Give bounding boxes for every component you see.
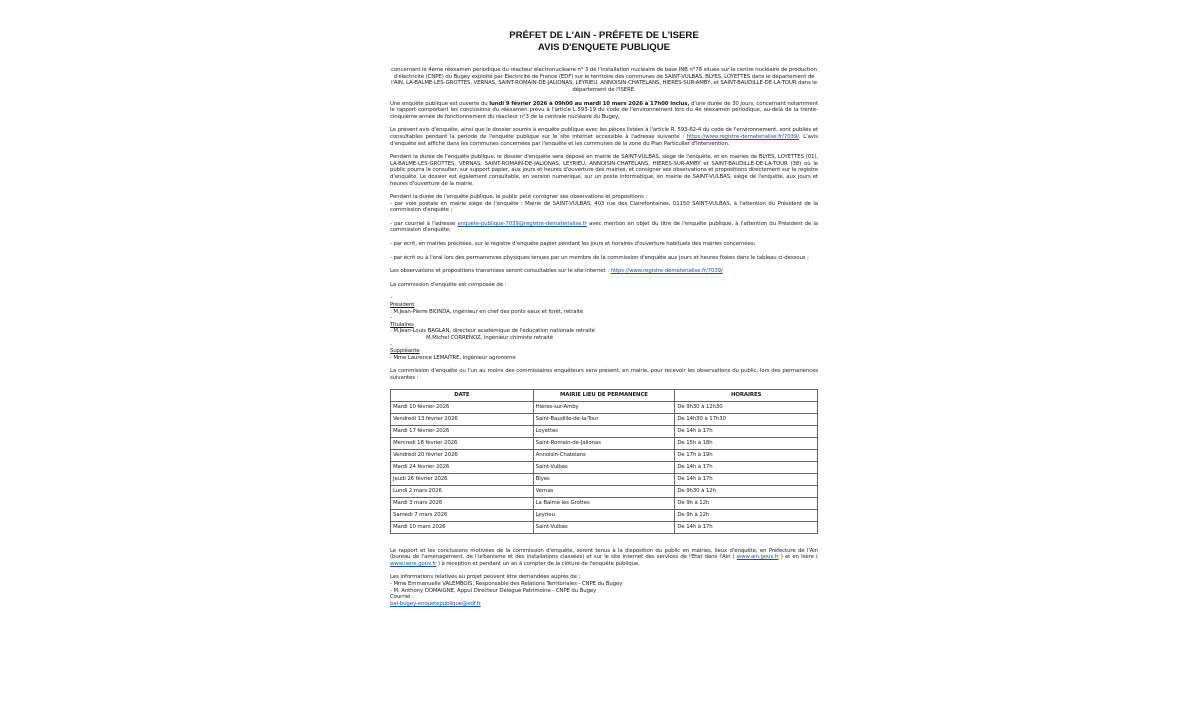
header-horaires: HORAIRES (675, 389, 818, 401)
contact-domaigne: - M. Anthony DOMAIGNE, Appui Directeur Délégué Patrimoine - CNPE du Bugey (390, 587, 597, 594)
table-row: Mardi 10 mars 2026 Saint-Vulbas De 14h à 17h (391, 521, 818, 533)
header-date: DATE (391, 389, 534, 401)
oral-observations-paragraph: - par écrit ou à l'oral lors des permanences physiques tenues par un membre de la commission d'enquête aux jours et heures fixées dans le tableau ci-dessous ; (390, 254, 809, 261)
suppleante-line: - Suppléante : Mme Laurence LEMAITRE, ingénieur agronome (390, 341, 516, 361)
table-row: Vendredi 20 février 2026 Annoisin-Chatelans De 17h à 19h (391, 449, 818, 461)
commission-members (390, 295, 818, 361)
table-row: Samedi 7 mars 2026 Leyrieu De 9h à 12h (391, 509, 818, 521)
table-row: Mardi 10 février 2026 Hières-sur-Amby De 9h30 à 12h30 (391, 401, 818, 413)
title-line-avis: AVIS D'ENQUETE PUBLIQUE (537, 41, 671, 53)
enquete-email-link[interactable]: enquete-publique-7039@registre-dematerialise.fr (457, 220, 587, 227)
table-row: Mardi 24 février 2026 Saint-Vulbas De 14h à 17h (391, 461, 818, 473)
email-observations-paragraph: - par courriel à l'adresse enquete-publique-7039@registre-dematerialise.fr avec mention en objet du titre de l'enquête publique, à l'attention du Président de la commission d'enquête; (390, 220, 818, 234)
inquiry-dates-paragraph: Une enquête publique est ouverte du lundi 9 février 2026 à 09h00 au mardi 10 mars 2026 à 17h00 inclus, d'une durée de 30 jours, concernant notamment le rapport comportant les conclusions du réexamen prévu à l'article L.593-19 du code de l'environnement lors du 4e réexamen périodique, au-delà de la trente-cinquième année de fonctionnement du réacteur n°3 de la centrale nucléaire du Bugey. (390, 100, 818, 120)
table-row: Mardi 17 février 2026 Loyettes De 14h à 17h (391, 425, 818, 437)
header-mairie: MAIRIE LIEU DE PERMANENCE (533, 389, 675, 401)
dossier-availability-paragraph: Le présent avis d'enquête, ainsi que le dossier soumis à enquête publique avec les pièces listées à l'article R. 593-62-4 du code de l'environnement, sont publiés et consultables pendant la période de l'enquête publique sur le site internet accessible à l'adresse suivante : https://www.registre-dematerialise.fr/7039/. L'avis d'enquête est affiché dans les communes concernées par l'enquête et les communes de la zone du Plan Particulier d'Intervention. (390, 127, 818, 147)
table-row: Lundi 2 mars 2026 Vernas De 9h30 à 12h (391, 485, 818, 497)
table-row: Mercredi 18 février 2026 Saint-Romain-de-Jalionas De 15h à 18h (391, 437, 818, 449)
registre-link[interactable]: https://www.registre-dematerialise.fr/7039/ (686, 133, 799, 140)
courriel-link[interactable]: bal-bugey-enquetepublique@edf.fr (390, 600, 481, 607)
intro-paragraph: concernant le 4ème réexamen périodique du réacteur électronucléaire n° 3 de l'installation nucléaire de base INB n°78 située sur le centre nucléaire de production d'électricité (CNPE) du Bugey exploité par Electricité de France (EDF) sur le territoire des communes de SAINT-VULBAS, BLYES, LOYETTES dans le département de l'AIN, LA-BALME-LES-GROTTES, VERNAS, SAINT-ROMAIN-DE-JALIONAS, LEYRIEU, ANNOISIN-CHATELANS, HIERES-SUR-AMBY, et SAINT-BAUDILLE-DE-LA-TOUR dans le département de l'ISERE. (391, 67, 817, 93)
consultable-observations-paragraph: Les observations et propositions transmises seront consultables sur le site internet : https://www.registre-dematerialise.fr/7039/ (390, 268, 723, 275)
permanences-intro: La commission d'enquête ou l'un au moins des commissaires enquêteurs sera présent, en mairie, pour recevoir les observations du public, lors des permanences suivantes : (390, 368, 818, 381)
notice-page (390, 30, 818, 614)
dossier-deposit-paragraph: Pendant la durée de l'enquête publique, le dossier d'enquête sera déposé en mairie de SAINT-VULBAS, siège de l'enquête, et en mairies de BLYES, LOYETTES (01), LA-BALME-LES-GROTTES, VERNAS, SAINT-ROMAIN-DE-JALIONAS, LEYRIEU, ANNOISIN-CHATELANS, HIERES-SUR-AMBY et SAINT-BAUDILLE-DE-LA-TOUR (38) où le public pourra le consulter, sur support papier, aux jours et heures d'ouverture des mairies, et consigner ses observations et propositions directement sur le registre d'enquête. Le dossier est également consultable, en version numérique, sur un poste informatique, en mairie de SAINT-VULBAS, siège de l'enquête, aux jours et heures d'ouverture de la mairie. (390, 154, 818, 187)
notice-title (390, 30, 818, 53)
table-row: Vendredi 13 février 2026 Saint-Baudille-de-la-Tour De 14h30 à 17h30 (391, 413, 818, 425)
titulaire-line-1: - Titulaires : M.Jean-Louis BAGLAN, directeur académique de l'éducation nationale retraité (390, 315, 595, 335)
table-row: Jeudi 26 février 2026 Blyes De 14h à 17h (391, 473, 818, 485)
commission-intro: La commission d'enquête est composée de : (390, 281, 507, 288)
table-row: Mardi 3 mars 2026 La Balme les Grottes De 9h à 12h (391, 497, 818, 509)
permanences-table (390, 389, 818, 534)
contact-valembois: - Mme Emmanuelle VALEMBOIS, Responsable des Relations Territoriales - CNPE du Bugey (390, 580, 623, 587)
title-line-prefect: PRÉFET DE L'AIN - PRÉFETE DE L'ISERE (509, 30, 699, 41)
ain-gouv-link[interactable]: www.ain.gouv.fr (736, 554, 779, 561)
president-line: - Président : M.Jean-Pierre BIONDA, ingénieur en chef des ponts eaux et forêt, retraité (390, 295, 584, 315)
contacts-block: Les informations relatives au projet peuvent être demandées auprès de : - Mme Emmanuelle VALEMBOIS, Responsable des Relations Territoriales - CNPE du Bugey - M. Anthony DOMAIGNE, Appui Directeur Délégué Patrimoine - CNPE du Bugey Courriel : bal-bugey-enquetepublique@edf.fr (390, 574, 818, 607)
registre-link-2[interactable]: https://www.registre-dematerialise.fr/7039/ (610, 268, 723, 275)
isere-gouv-link[interactable]: www.isere.gouv.fr (390, 560, 437, 567)
titulaire-line-2: M.Michel CORRENOZ, ingénieur chimiste retraité (426, 335, 553, 341)
observations-intro-paragraph: Pendant la durée de l'enquête publique, le public peut consigner ses observations et propositions : - par voie postale en mairie siège de l'enquête : Mairie de SAINT-VULBAS, 403 rue des Clairefontaines, 01150 SAINT-VULBAS, à l'attention du Président de la commission d'enquête ; (390, 194, 818, 214)
table-header-row (391, 389, 818, 401)
inquiry-dates: lundi 9 février 2026 à 09h00 au mardi 10 mars 2026 à 17h00 inclus, (489, 100, 690, 107)
written-observations-paragraph: - par écrit, en mairies précitées, sur le registre d'enquête papier pendant les jours et horaires d'ouverture habituels des mairies concernées; (390, 241, 756, 248)
report-availability-paragraph: Le rapport et les conclusions motivées de la commission d'enquête, seront tenus à la disposition du public en mairies, lieux d'enquête, en Préfecture de l'Ain (bureau de l'aménagement, de l'urbanisme et des installations classées) et sur le site internet des services de l'Etat dans l'Ain ( www.ain.gouv.fr ) et en Isère ( www.isere.gouv.fr ) à réception et pendant un an à compter de la clôture de l'enquête publique. (390, 547, 819, 567)
courriel-line: Courriel : bal-bugey-enquetepublique@edf.fr (390, 594, 481, 607)
